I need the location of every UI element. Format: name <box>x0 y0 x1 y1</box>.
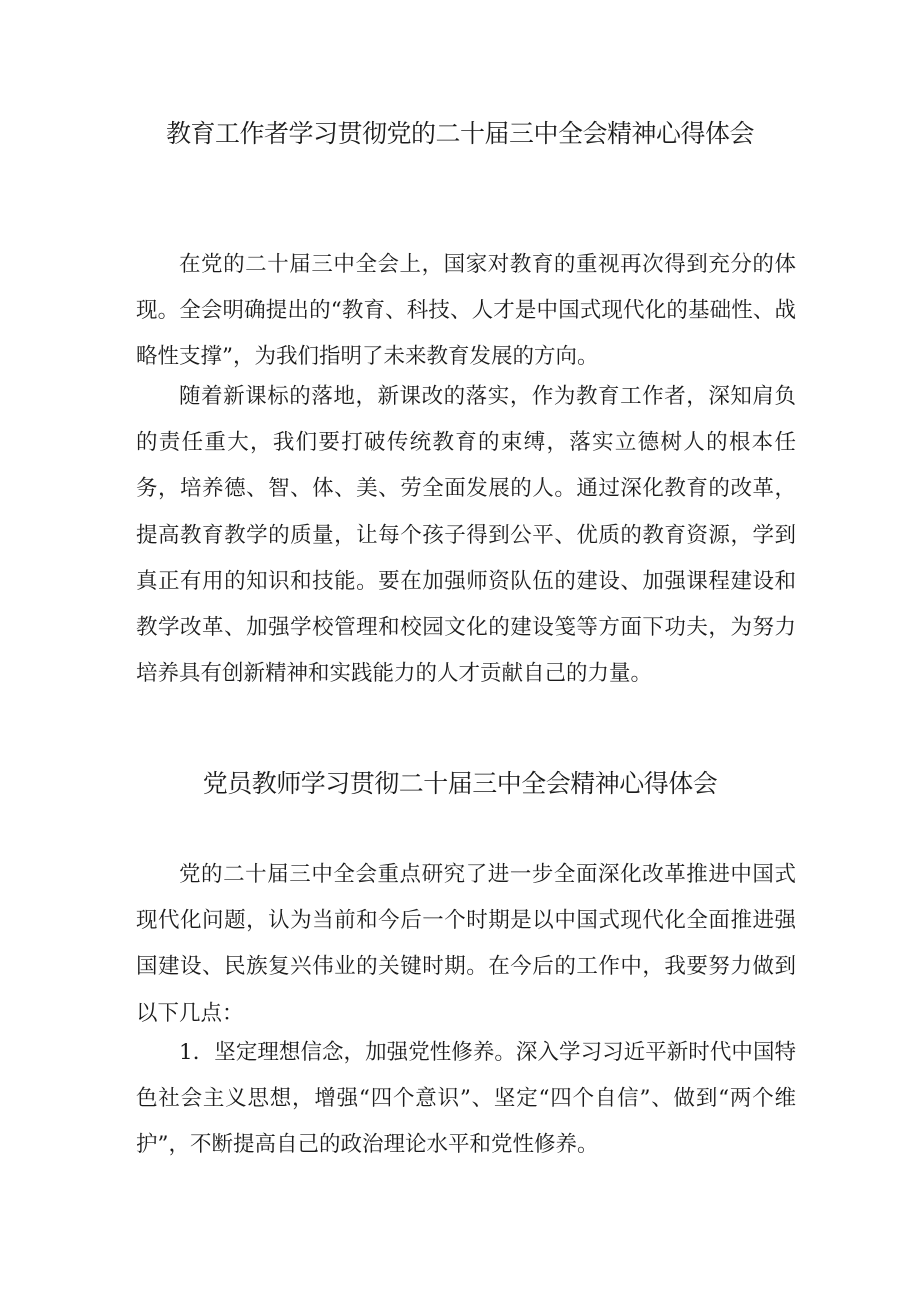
section-1-paragraph-1: 在党的二十届三中全会上，国家对教育的重视再次得到充分的体现。全会明确提出的“教育、科技、人才是中国式现代化的基础性、战略性支撑”，为我们指明了未来教育发展的方向。 <box>136 252 796 370</box>
section-1-paragraph-2: 随着新课标的落地，新课改的落实，作为教育工作者，深知肩负的责任重大，我们要打破传统教育的束缚，落实立德树人的根本任务，培养德、智、体、美、劳全面发展的人。通过深化教育的改革，提高教育教学的质量，让每个孩子得到公平、优质的教育资源，学到真正有用的知识和技能。要在加强师资队伍的建设、加强课程建设和教学改革、加强学校管理和校园文化的建设笺等方面下功夫，为努力培养具有创新精神和实践能力的人才贡献自己的力量。 <box>136 384 796 687</box>
section-1-title: 教育工作者学习贯彻党的二十届三中全会精神心得体会 <box>165 119 754 148</box>
section-2-title: 党员教师学习贯彻二十届三中全会精神心得体会 <box>202 769 718 798</box>
section-2-paragraph-1: 党的二十届三中全会重点研究了进一步全面深化改革推进中国式现代化问题，认为当前和今后一个时期是以中国式现代化全面推进强国建设、民族复兴伟业的关键时期。在今后的工作中，我要努力做到以下几点： <box>136 862 796 1026</box>
section-2-paragraph-2: 1．坚定理想信念，加强党性修养。深入学习习近平新时代中国特色社会主义思想，增强“四个意识”、坚定“四个自信”、做到“两个维护”，不断提高自己的政治理论水平和党性修养。 <box>136 1040 796 1158</box>
